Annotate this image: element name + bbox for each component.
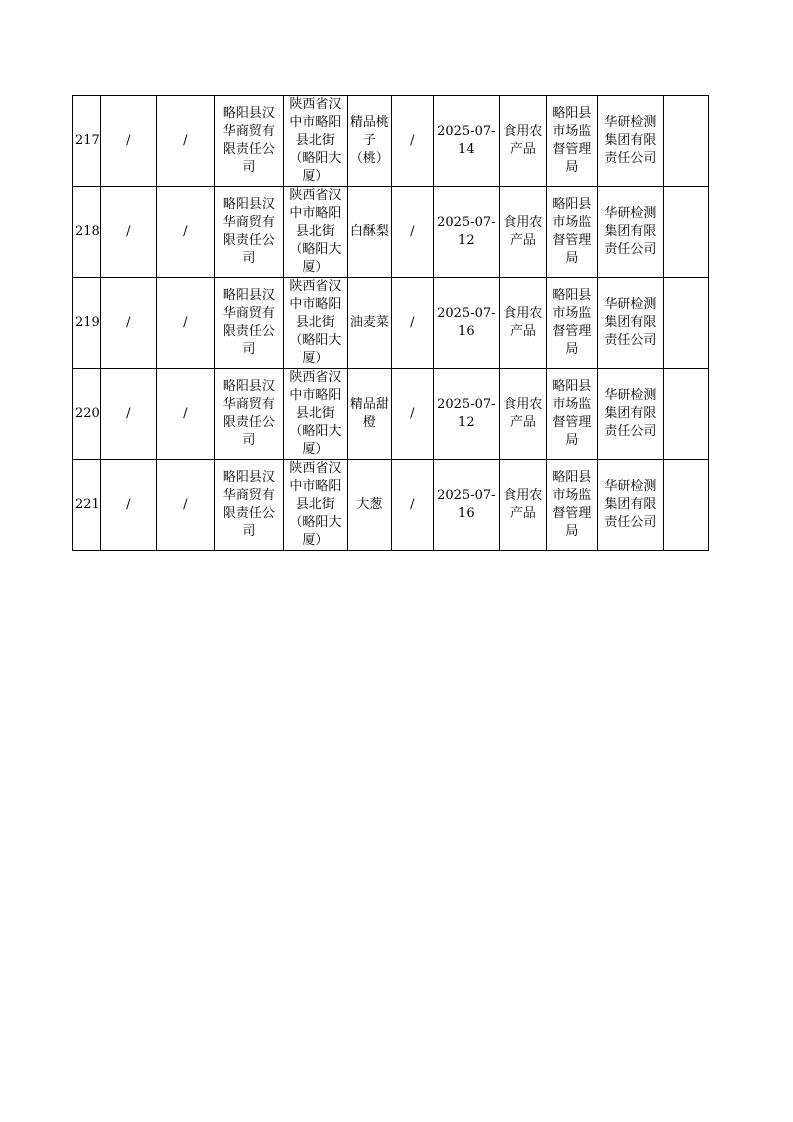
testing-agency-text: 华研检测集团有限责任公司 — [604, 297, 657, 348]
task-source-text: 略阳县市场监督管理局 — [552, 379, 592, 448]
date-line-1: 2025-07- — [437, 215, 496, 230]
row-number-cell — [73, 96, 101, 187]
sampled-unit-address-text: 陕西省汉中市略阳县北街（略阳大厦） — [289, 461, 342, 548]
specification-text: / — [410, 406, 415, 421]
food-category-cell — [499, 187, 546, 278]
sampled-unit-name-text: 略阳县汉华商贸有限责任公司 — [222, 379, 275, 448]
sampled-unit-name-cell — [214, 278, 283, 369]
food-name-cell — [347, 278, 391, 369]
sampled-unit-address-cell — [283, 460, 347, 551]
remark-cell — [663, 187, 708, 278]
table-row — [73, 96, 709, 187]
testing-agency-cell — [597, 96, 663, 187]
food-category-cell — [499, 278, 546, 369]
food-category-text: 食用农产品 — [503, 215, 543, 248]
food-category-text: 食用农产品 — [503, 488, 543, 521]
task-source-cell — [546, 278, 597, 369]
specification-cell — [391, 369, 433, 460]
sampled-unit-name-cell — [214, 369, 283, 460]
food-name-cell — [347, 187, 391, 278]
sampled-producer-address-cell — [156, 278, 214, 369]
date-line-1: 2025-07- — [437, 397, 496, 412]
date-line-2: 16 — [458, 506, 475, 521]
testing-agency-cell — [597, 369, 663, 460]
sampled-producer-name-text: / — [126, 133, 131, 148]
food-name-text: 白酥梨 — [349, 224, 389, 239]
date-cell — [433, 460, 499, 551]
task-source-cell — [546, 460, 597, 551]
task-source-cell — [546, 96, 597, 187]
sampled-producer-address-cell — [156, 369, 214, 460]
sampled-producer-name-text: / — [126, 315, 131, 330]
sampled-unit-address-cell — [283, 369, 347, 460]
row-number-text: 218 — [75, 224, 100, 239]
food-category-text: 食用农产品 — [503, 124, 543, 157]
sampled-producer-address-cell — [156, 96, 214, 187]
food-category-cell — [499, 369, 546, 460]
row-number-text: 219 — [75, 315, 100, 330]
row-number-cell — [73, 460, 101, 551]
specification-cell — [391, 460, 433, 551]
specification-cell — [391, 278, 433, 369]
testing-agency-text: 华研检测集团有限责任公司 — [604, 479, 657, 530]
sampled-unit-address-text: 陕西省汉中市略阳县北街（略阳大厦） — [289, 188, 342, 275]
table-row — [73, 369, 709, 460]
sampled-producer-name-text: / — [126, 497, 131, 512]
sampled-unit-address-cell — [283, 278, 347, 369]
task-source-text: 略阳县市场监督管理局 — [552, 288, 592, 357]
specification-cell — [391, 96, 433, 187]
food-name-text: 大葱 — [356, 497, 383, 512]
sampled-unit-name-cell — [214, 460, 283, 551]
row-number-text: 217 — [75, 133, 100, 148]
food-category-cell — [499, 460, 546, 551]
remark-cell — [663, 278, 708, 369]
date-line-1: 2025-07- — [437, 306, 496, 321]
testing-agency-text: 华研检测集团有限责任公司 — [604, 206, 657, 257]
row-number-text: 221 — [75, 497, 100, 512]
sampled-unit-name-cell — [214, 187, 283, 278]
specification-text: / — [410, 497, 415, 512]
row-number-cell — [73, 369, 101, 460]
food-name-text: 精品甜橙 — [349, 397, 389, 430]
specification-text: / — [410, 224, 415, 239]
food-category-cell — [499, 96, 546, 187]
specification-text: / — [410, 133, 415, 148]
sampled-producer-name-cell — [100, 460, 156, 551]
sampled-unit-name-cell — [214, 96, 283, 187]
testing-agency-cell — [597, 187, 663, 278]
sampled-producer-address-cell — [156, 460, 214, 551]
sampled-producer-address-cell — [156, 187, 214, 278]
sampled-producer-name-text: / — [126, 224, 131, 239]
food-name-cell — [347, 369, 391, 460]
sampled-producer-address-text: / — [183, 133, 188, 148]
sampled-producer-name-cell — [100, 369, 156, 460]
task-source-text: 略阳县市场监督管理局 — [552, 106, 592, 175]
table-row — [73, 187, 709, 278]
testing-agency-cell — [597, 278, 663, 369]
date-line-1: 2025-07- — [437, 124, 496, 139]
specification-cell — [391, 187, 433, 278]
task-source-cell — [546, 369, 597, 460]
food-category-text: 食用农产品 — [503, 306, 543, 339]
spreadsheet-page — [72, 95, 709, 551]
sampled-producer-address-text: / — [183, 224, 188, 239]
task-source-text: 略阳县市场监督管理局 — [552, 470, 592, 539]
testing-agency-text: 华研检测集团有限责任公司 — [604, 388, 657, 439]
sampled-unit-address-cell — [283, 96, 347, 187]
row-number-cell — [73, 278, 101, 369]
sampled-producer-name-cell — [100, 278, 156, 369]
sampled-producer-name-text: / — [126, 406, 131, 421]
task-source-text: 略阳县市场监督管理局 — [552, 197, 592, 266]
date-line-2: 12 — [458, 233, 475, 248]
table-row — [73, 278, 709, 369]
sampled-unit-address-text: 陕西省汉中市略阳县北街（略阳大厦） — [289, 279, 342, 366]
date-cell — [433, 369, 499, 460]
specification-text: / — [410, 315, 415, 330]
date-cell — [433, 96, 499, 187]
date-cell — [433, 187, 499, 278]
table-row — [73, 460, 709, 551]
sampled-producer-address-text: / — [183, 497, 188, 512]
food-name-cell — [347, 96, 391, 187]
testing-agency-cell — [597, 460, 663, 551]
sampled-producer-address-text: / — [183, 315, 188, 330]
date-line-2: 12 — [458, 415, 475, 430]
date-cell — [433, 278, 499, 369]
sampled-producer-address-text: / — [183, 406, 188, 421]
row-number-cell — [73, 187, 101, 278]
sampled-unit-name-text: 略阳县汉华商贸有限责任公司 — [222, 470, 275, 539]
sampled-producer-name-cell — [100, 187, 156, 278]
date-line-2: 16 — [458, 324, 475, 339]
sampled-unit-address-text: 陕西省汉中市略阳县北街（略阳大厦） — [289, 370, 342, 457]
food-category-text: 食用农产品 — [503, 397, 543, 430]
sampled-unit-name-text: 略阳县汉华商贸有限责任公司 — [222, 197, 275, 266]
date-line-1: 2025-07- — [437, 488, 496, 503]
sampled-unit-address-text: 陕西省汉中市略阳县北街（略阳大厦） — [289, 97, 342, 184]
remark-cell — [663, 460, 708, 551]
testing-agency-text: 华研检测集团有限责任公司 — [604, 115, 657, 166]
date-line-2: 14 — [458, 142, 475, 157]
food-name-text: 油麦菜 — [349, 315, 389, 330]
food-name-cell — [347, 460, 391, 551]
sampled-unit-name-text: 略阳县汉华商贸有限责任公司 — [222, 288, 275, 357]
row-number-text: 220 — [75, 406, 100, 421]
sampled-producer-name-cell — [100, 96, 156, 187]
sampled-unit-address-cell — [283, 187, 347, 278]
sampling-results-table — [72, 95, 709, 551]
remark-cell — [663, 96, 708, 187]
sampled-unit-name-text: 略阳县汉华商贸有限责任公司 — [222, 106, 275, 175]
food-name-text: 精品桃子（桃） — [349, 115, 389, 166]
remark-cell — [663, 369, 708, 460]
task-source-cell — [546, 187, 597, 278]
